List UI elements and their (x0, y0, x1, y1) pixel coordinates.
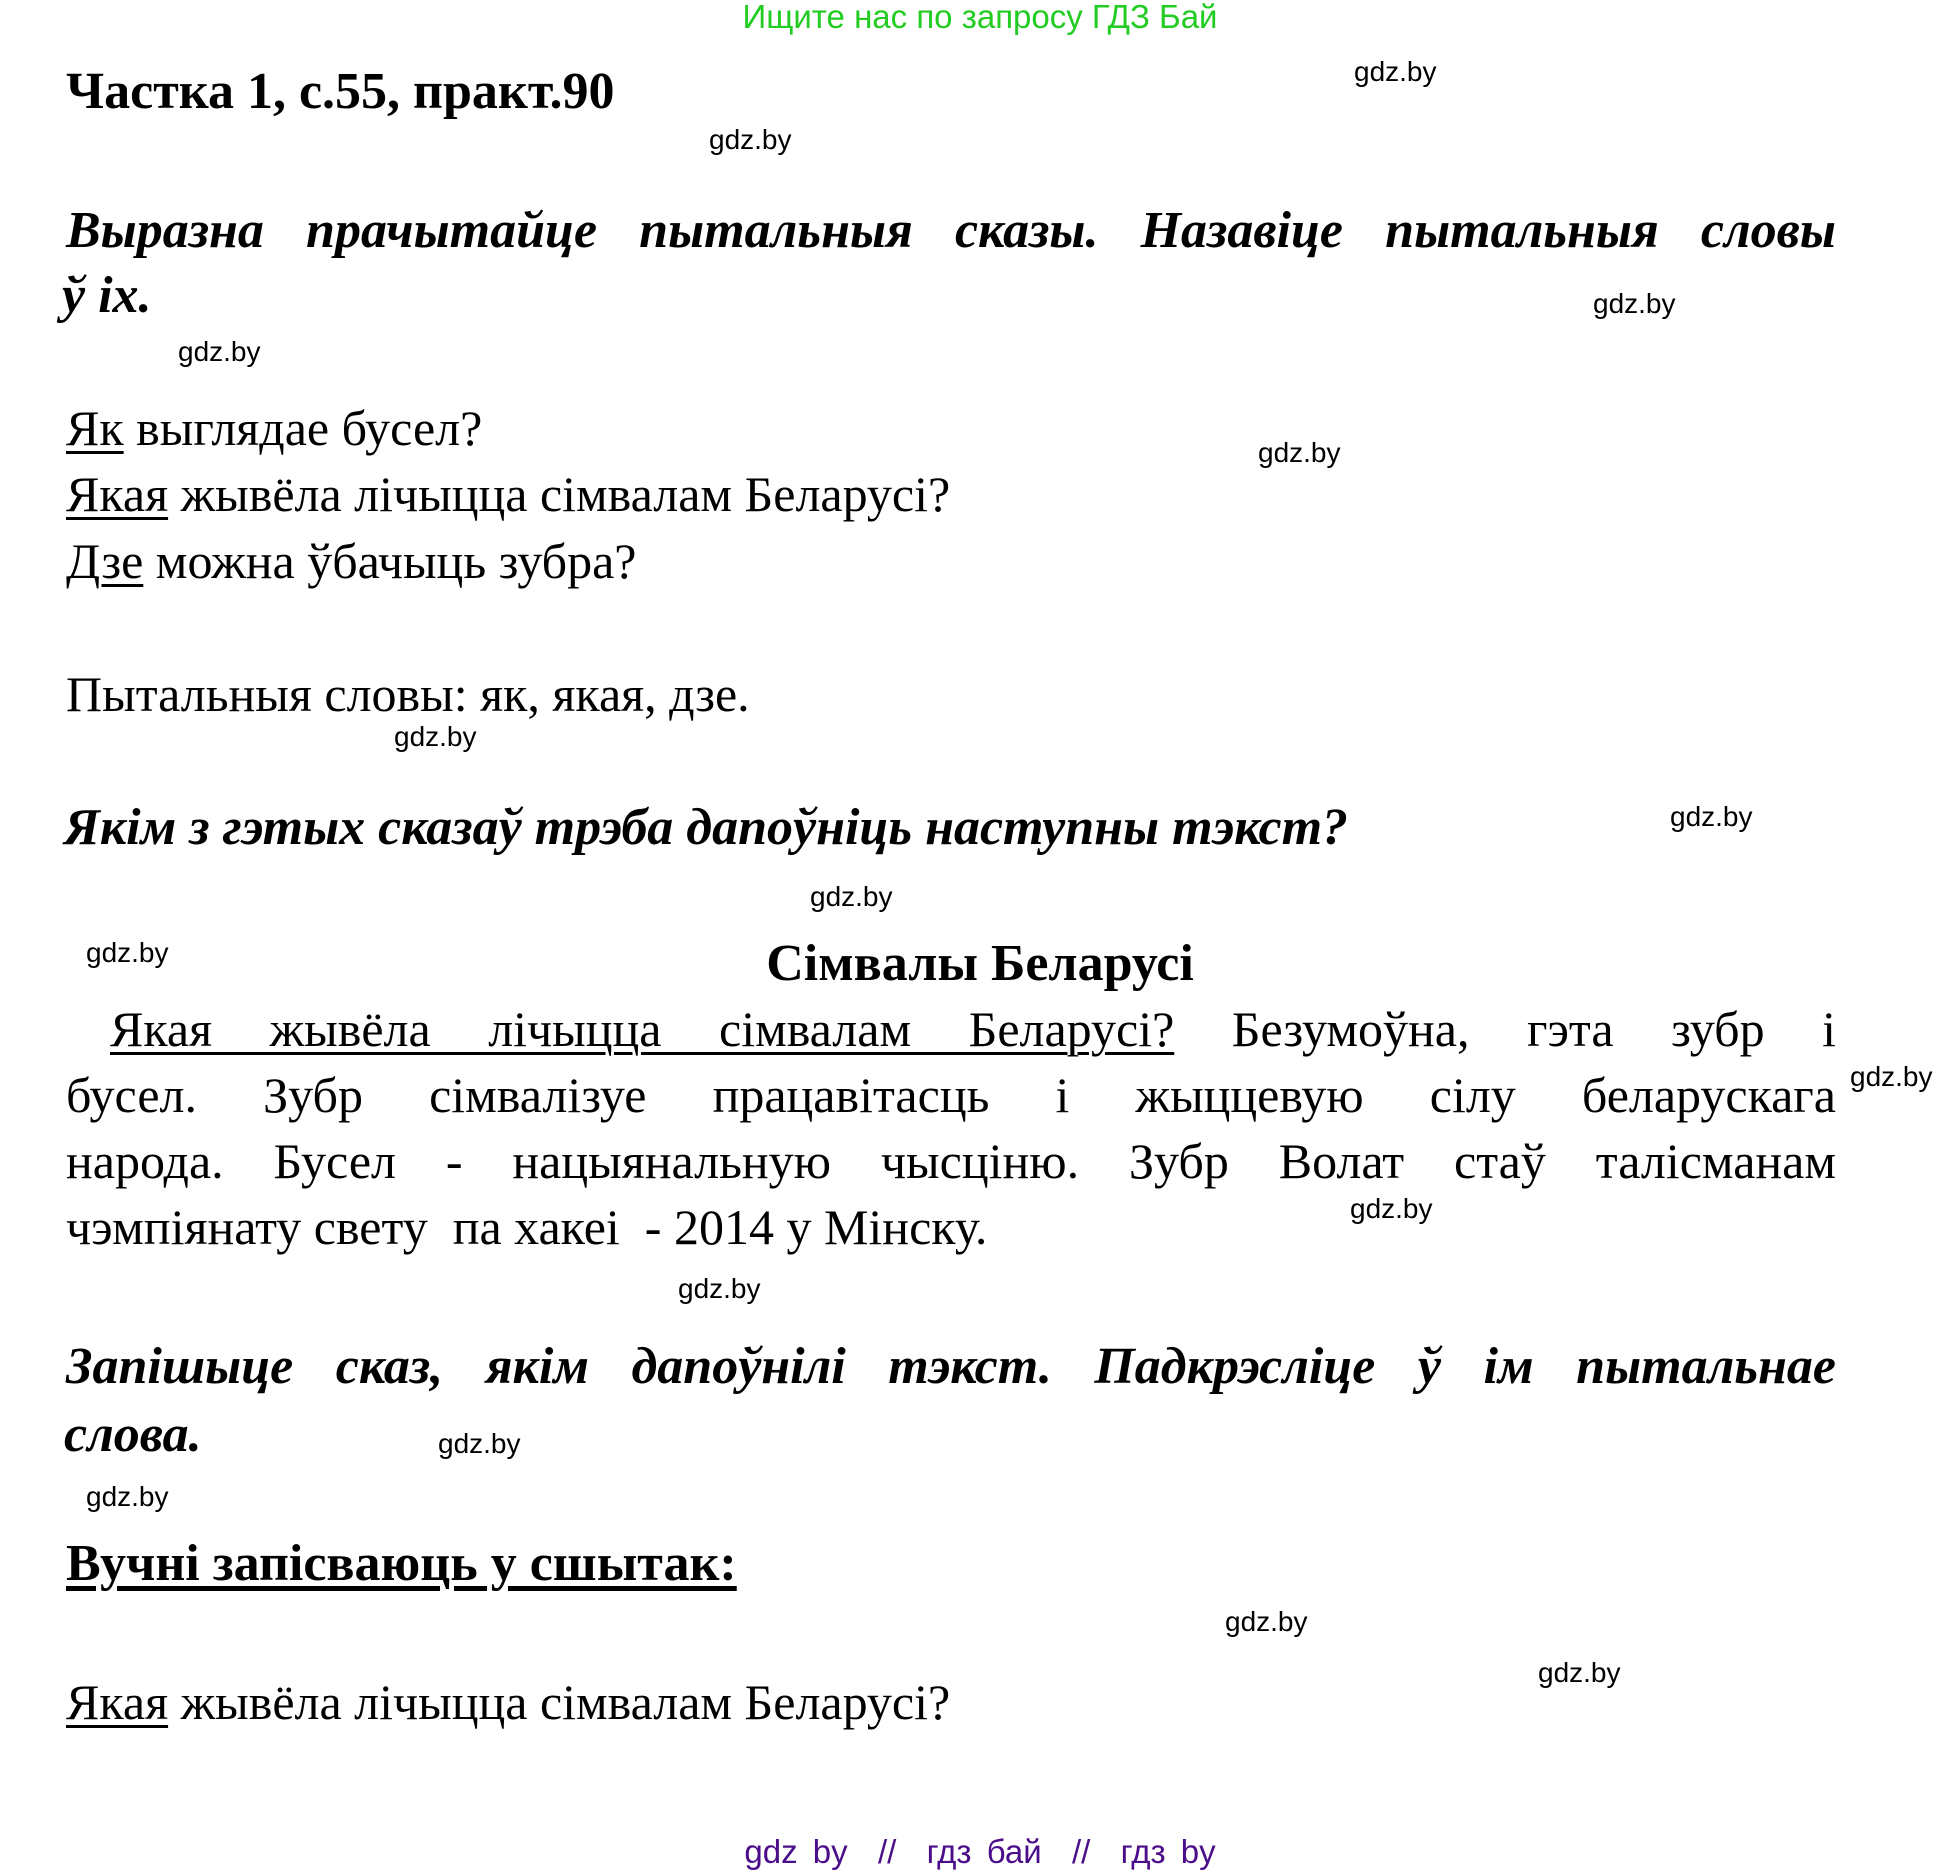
watermark: gdz.by (810, 881, 893, 912)
paragraph-line-1-rest: Безумоўна, гэта зубр і (1174, 1001, 1836, 1057)
paragraph-line-3: народа. Бусел - нацыянальную чысціню. Зубр Волат стаў талісманам (66, 1133, 1836, 1189)
page-title: Частка 1, с.55, практ.90 (66, 63, 615, 120)
task1-instruction-line2: ў іх. (62, 267, 152, 324)
task1-answer: Пытальныя словы: як, якая, дзе. (66, 666, 750, 722)
watermark: gdz.by (1593, 288, 1676, 319)
watermark: gdz.by (438, 1428, 521, 1459)
watermark: gdz.by (86, 937, 169, 968)
question-rest: выглядае бусел? (123, 400, 483, 456)
question-word: Дзе (66, 533, 144, 589)
underlined-sentence: Якая жывёла лічыцца сімвалам Беларусі? (110, 1001, 1175, 1057)
question-rest: жывёла лічыцца сімвалам Беларусі? (168, 466, 951, 522)
watermark: gdz.by (178, 336, 261, 367)
question-word: Якая (66, 466, 169, 522)
question-word: Як (66, 400, 124, 456)
watermark: gdz.by (394, 721, 477, 752)
watermark: gdz.by (1354, 56, 1437, 87)
question-rest: жывёла лічыцца сімвалам Беларусі? (168, 1674, 951, 1730)
watermark: gdz.by (1850, 1061, 1933, 1092)
question-2 (66, 464, 950, 524)
watermark: gdz.by (678, 1273, 761, 1304)
watermark: gdz.by (1258, 437, 1341, 468)
task3-instruction-line2: слова. (64, 1406, 202, 1463)
paragraph-line-2: бусел. Зубр сімвалізуе працавітасць і жыццевую сілу беларускага (66, 1067, 1836, 1123)
paragraph-line-1 (66, 996, 1836, 1062)
watermark: gdz.by (709, 124, 792, 155)
watermark: gdz.by (1225, 1606, 1308, 1637)
task1-instruction-line1: Выразна прачытайце пытальныя сказы. Назавіце пытальныя словы (66, 202, 1836, 259)
question-rest: можна ўбачыць зубра? (143, 533, 637, 589)
site-banner: Ищите нас по запросу ГДЗ Бай (742, 0, 1218, 35)
paragraph-line-4: чэмпіянату свету па хакеі - 2014 у Мінску. (66, 1199, 988, 1255)
watermark: gdz.by (1670, 801, 1753, 832)
task2-instruction: Якім з гэтых сказаў трэба дапоўніць наступны тэкст? (64, 799, 1349, 856)
task3-instruction-line1: Запішыце сказ, якім дапоўнілі тэкст. Падкрэсліце ў ім пытальнае (66, 1338, 1836, 1395)
watermark: gdz.by (1350, 1193, 1433, 1224)
watermark: gdz.by (1538, 1657, 1621, 1688)
question-3 (66, 531, 637, 591)
question-1 (66, 398, 482, 458)
task3-answer (66, 1672, 950, 1732)
notebook-heading: Вучні запісваюць у сшытак: (66, 1535, 737, 1592)
watermark: gdz.by (86, 1481, 169, 1512)
site-footer: gdz by // гдз бай // гдз by (744, 1833, 1216, 1870)
question-word: Якая (66, 1674, 169, 1730)
text-title: Сімвалы Беларусі (766, 935, 1194, 992)
